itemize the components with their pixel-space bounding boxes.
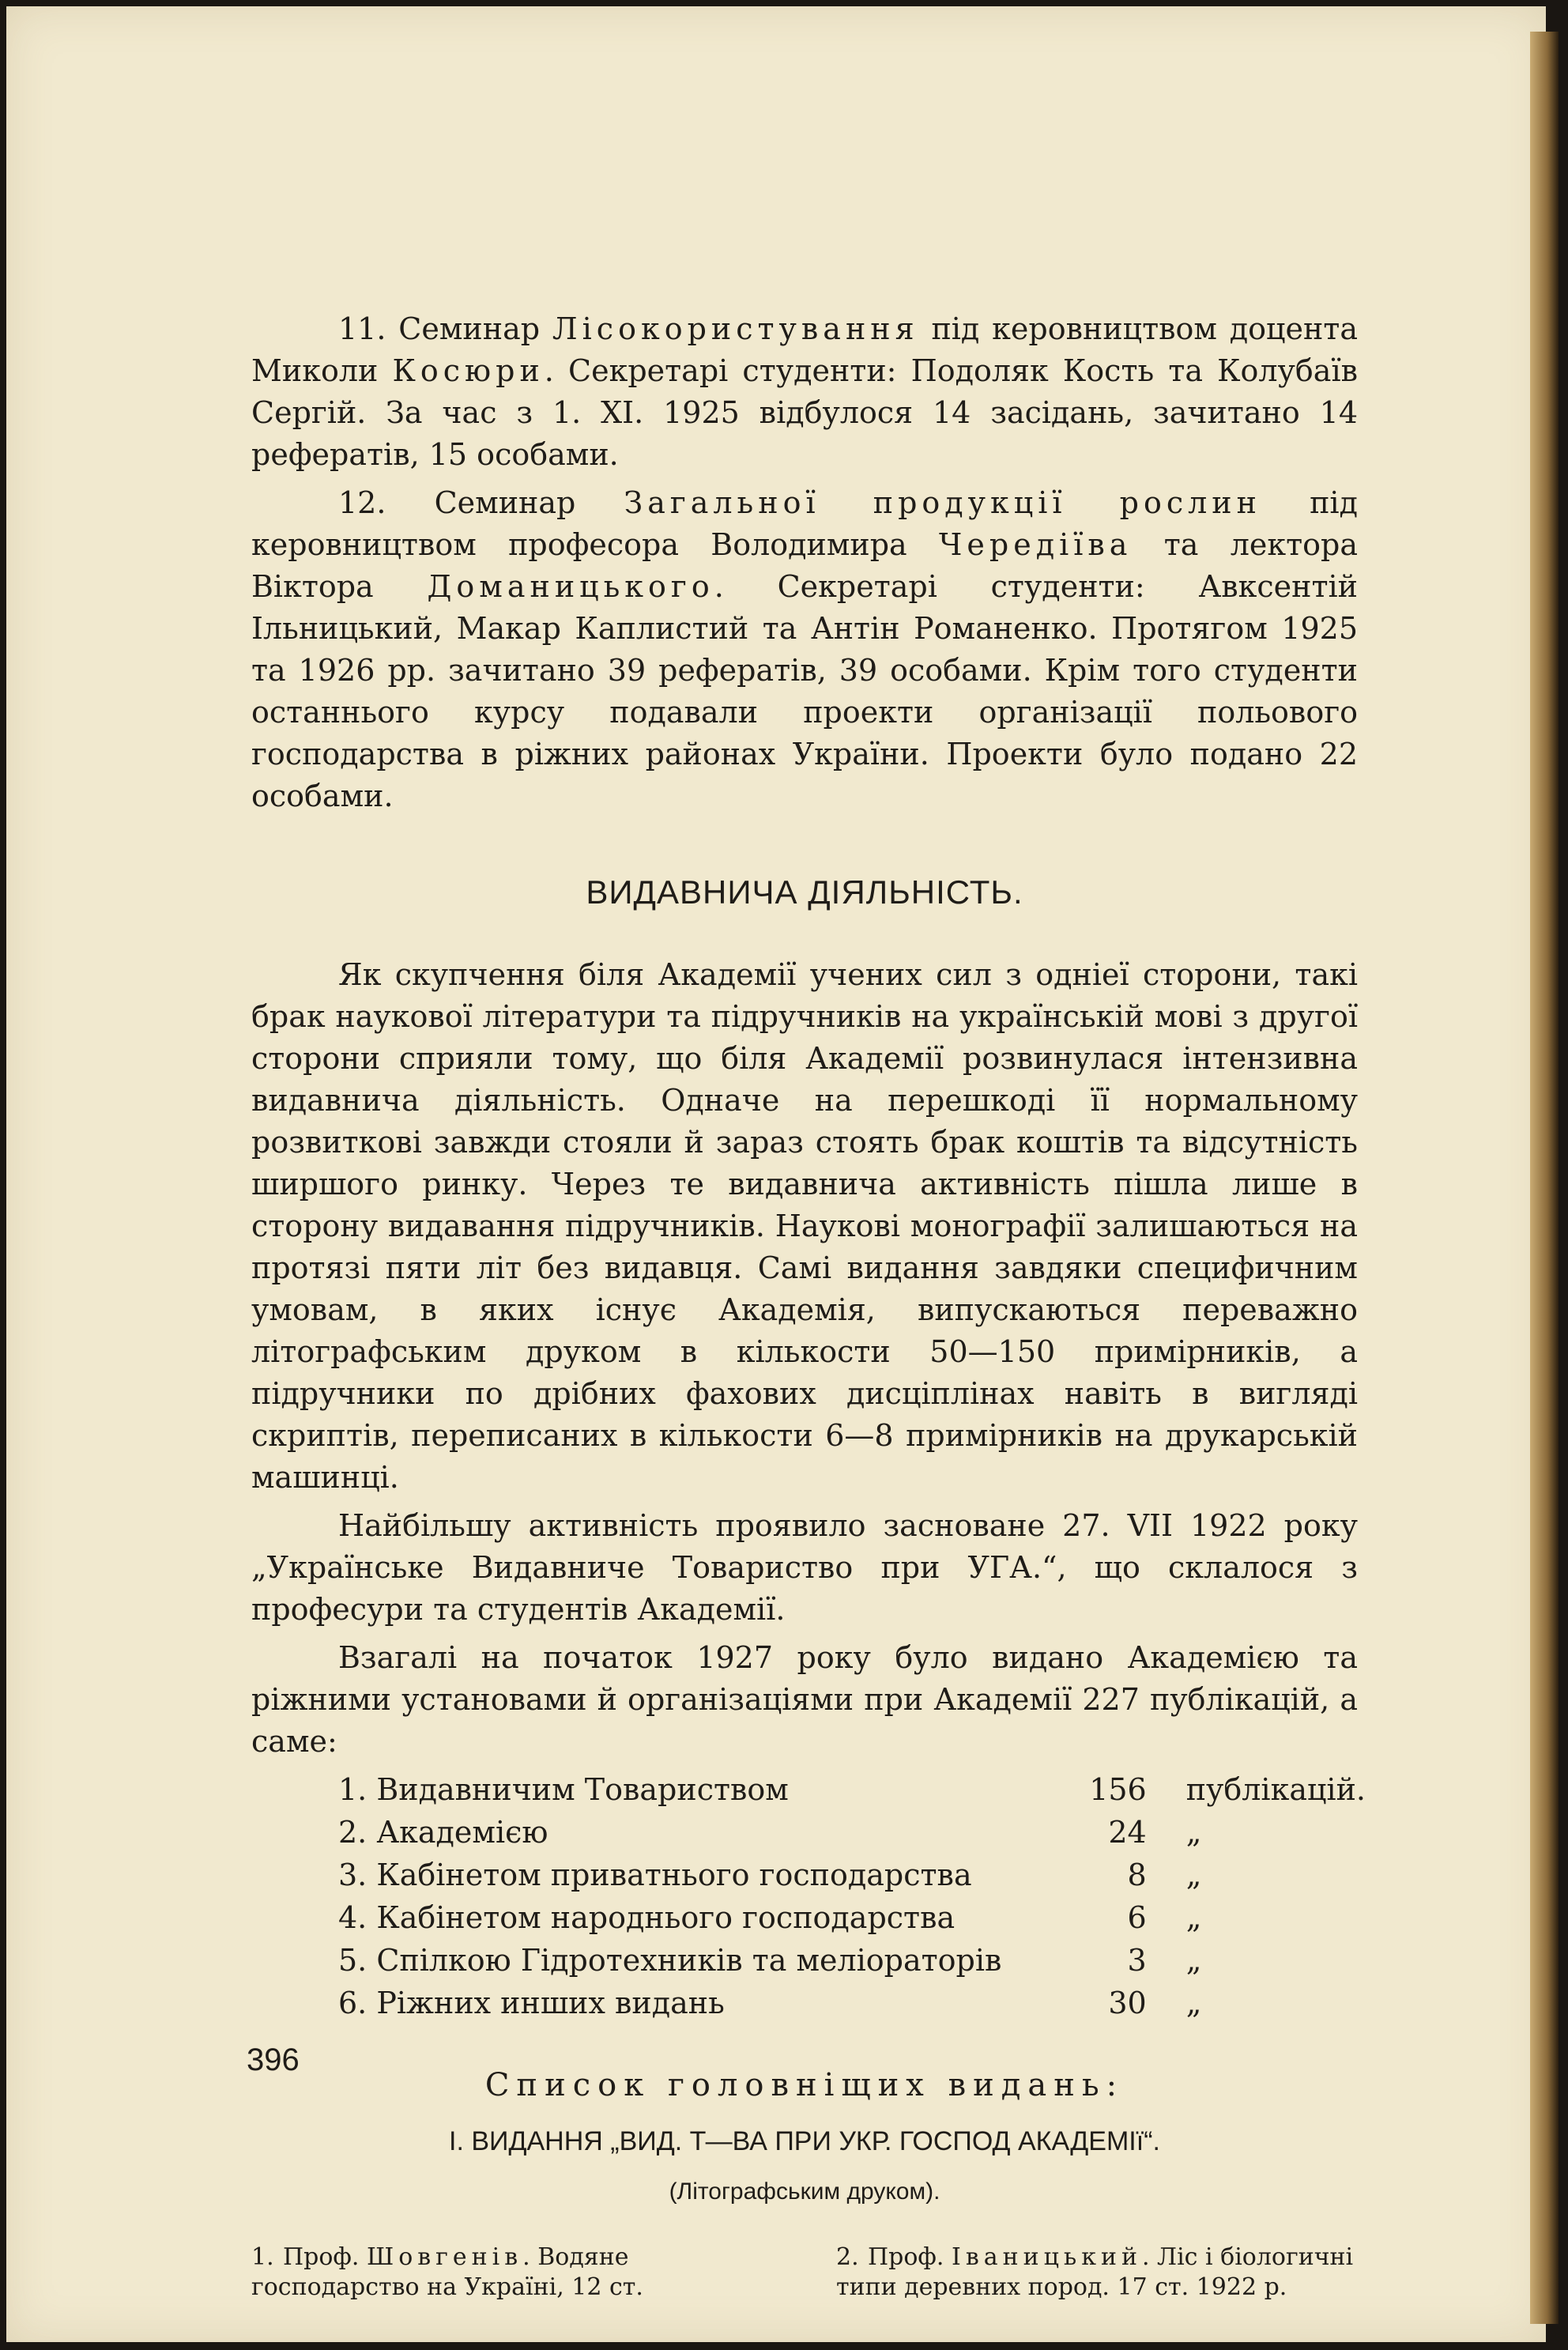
seminar-topic: Загальної продукції рослин (624, 485, 1261, 520)
ref-author: Іваницький (952, 2243, 1142, 2271)
body-paragraph: Як скупчення біля Академії учених сил з одніеї сторони, такі брак наукової літератури та підручників на українській мові з другої сторони сприяли тому, що біля Академії розвинулася інтензивна видавнича діяльність. Одначе на перешкоді її нормальному розвиткові завжди стояли й зараз стоять брак коштів та відсутність ширшого ринку. Через те видавнича активність пішла лише в сторону видавання підручників. Наукові монографії залишаються на протязі пяти літ без видавця. Самі видання завдяки специфичним умовам, в яких існує Академія, випускаються переважно літографським друком в кількости 50—150 примірників, а підручники по дрібних фахових дисціплінах навіть в вигляді скриптів, переписаних в кількости 6—8 примірників на друкарській машинці. (251, 957, 1358, 1495)
seminar-lead: Семинар (398, 311, 541, 346)
seminar-text: під керовництвом доцента Миколи (251, 311, 1358, 388)
list-item (836, 2242, 1358, 2303)
stat-unit: „ (1185, 1815, 1202, 1850)
stat-count: 30 (1108, 1986, 1147, 2020)
seminar-number: 12. (338, 485, 386, 520)
ref-text: . Ліс і біологичні типи деревних пород. 17 ст. 1922 р. (836, 2243, 1354, 2301)
stat-label: 4. Кабінетом народнього господарства (338, 1900, 956, 1935)
ref-text: . Водяне господарство на Україні, 12 ст. (251, 2243, 643, 2301)
stat-count: 24 (1108, 1815, 1147, 1850)
seminar-11-paragraph (251, 308, 1358, 476)
stat-label: 5. Спілкою Гідротехників та меліораторів (338, 1943, 1002, 1978)
seminar-lead: Семинар (434, 485, 576, 520)
table-row (338, 1854, 1366, 1897)
body-paragraph: Найбільшу активність проявило засноване 27. VII 1922 року „Українське Видавниче Товариство при УГА.“, що склалося з професури та студентів Академії. (251, 1508, 1358, 1627)
seminar-12-paragraph (251, 482, 1358, 817)
stat-count: 3 (1127, 1943, 1147, 1978)
stat-label: 2. Академією (338, 1815, 548, 1850)
publication-stats-table (338, 1769, 1366, 2025)
book-spine-edge (1530, 32, 1559, 2324)
stat-unit: „ (1185, 1986, 1202, 2020)
seminar-text: та лектора Віктора (251, 527, 1359, 604)
table-row (338, 1769, 1366, 1812)
seminar-text: під керовництвом професора Володимира (251, 485, 1358, 562)
person-name: Косюри (392, 353, 545, 388)
table-row (338, 1812, 1366, 1854)
stat-count: 156 (1089, 1772, 1147, 1807)
stat-label: 1. Видавничим Товариством (338, 1772, 789, 1807)
ref-number: 2. (836, 2243, 859, 2271)
page-content (251, 308, 1366, 2303)
ref-author: Шовгенів (367, 2243, 523, 2271)
ref-prefix: Проф. (868, 2243, 944, 2271)
list-title: Список головніщих видань: (484, 2067, 1125, 2103)
person-name: Чередіїва (939, 527, 1133, 562)
stat-count: 6 (1127, 1900, 1147, 1935)
stat-unit: „ (1185, 1858, 1202, 1892)
list-note: (Літографським друком). (669, 2178, 940, 2205)
body-paragraph: Взагалі на початок 1927 року було видано Академією та ріжними установами й організаціями при Академії 227 публікацій, а саме: (251, 1640, 1358, 1759)
stat-count: 8 (1127, 1858, 1147, 1892)
list-subtitle: I. ВИДАННЯ „ВИД. Т—ВА ПРИ УКР. ГОСПОД АКАДЕМІї“. (449, 2126, 1160, 2156)
table-row (338, 1982, 1366, 2025)
ref-prefix: Проф. (283, 2243, 360, 2271)
table-row (338, 1940, 1366, 1982)
stat-unit: публікацій. (1185, 1772, 1366, 1807)
references-list (251, 2242, 1358, 2303)
stat-label: 6. Ріжних инших видань (338, 1986, 725, 2020)
seminar-topic: Лісокористування (552, 311, 919, 346)
stat-unit: „ (1185, 1900, 1202, 1935)
page-number: 396 (247, 2043, 300, 2077)
table-row (338, 1897, 1366, 1940)
list-item (251, 2242, 749, 2303)
seminar-number: 11. (338, 311, 386, 346)
seminar-text: . Секретарі студенти: Авксентій Ільницький, Макар Каплистий та Антін Романенко. Протягом 1925 та 1926 рр. зачитано 39 рефератів, 39 особами. Крім того студенти останнього курсу подавали проекти організації польового господарства в ріжних районах України. Проекти було подано 22 особами. (251, 569, 1358, 813)
section-heading: ВИДАВНИЧА ДІЯЛЬНІСТЬ. (586, 873, 1023, 911)
person-name: Доманицького (427, 569, 714, 604)
seminar-text: . Секретарі студенти: Подоляк Кость та Колубаїв Сергій. За час з 1. XI. 1925 відбулося 14 засідань, зачитано 14 рефератів, 15 особами. (251, 353, 1358, 472)
ref-number: 1. (251, 2243, 274, 2271)
stat-label: 3. Кабінетом приватнього господарства (338, 1858, 972, 1892)
stat-unit: „ (1185, 1943, 1202, 1978)
